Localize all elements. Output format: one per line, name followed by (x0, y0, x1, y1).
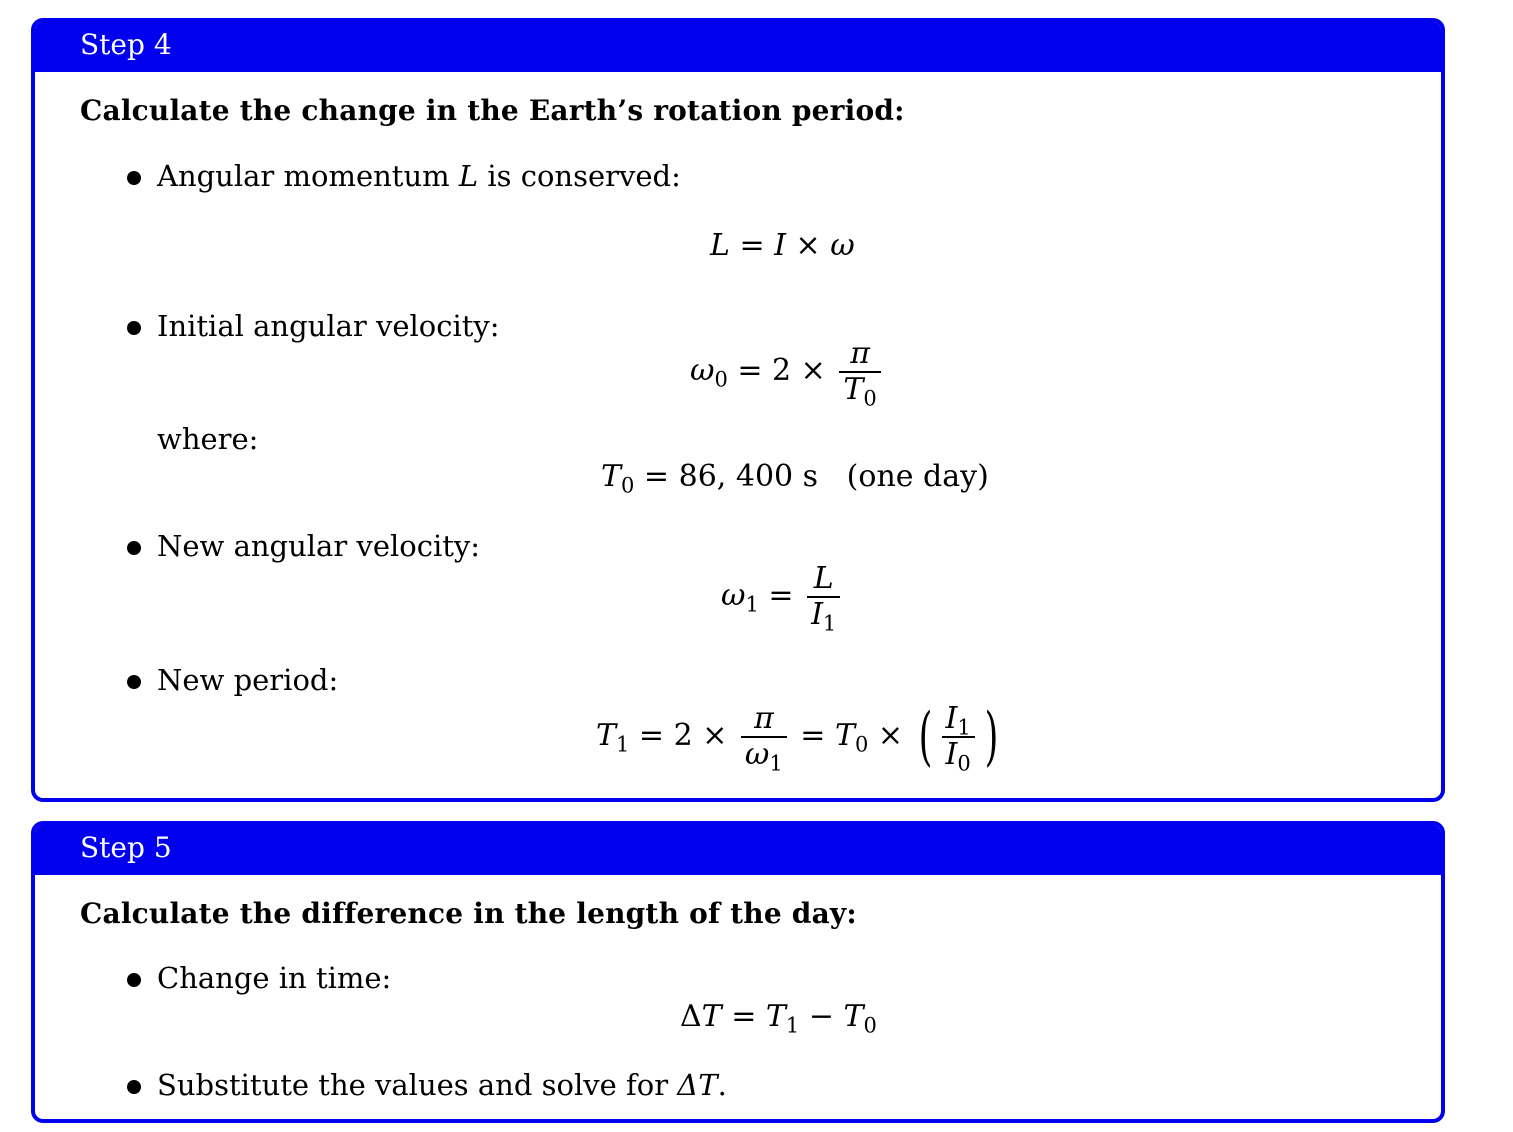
bullet-new-angular-velocity: New angular velocity: (157, 529, 481, 563)
step-4-header (35, 22, 1441, 72)
bullet-angular-momentum: Angular momentum L is conserved: (157, 159, 681, 193)
step-5-heading: Calculate the difference in the length of the day: (80, 897, 857, 930)
step-5-title: Step 5 (80, 831, 172, 864)
bullet-substitute-values: Substitute the values and solve for ΔT. (157, 1068, 727, 1102)
step-5-header (35, 825, 1441, 875)
bullet-dot (127, 321, 141, 335)
step-4-title: Step 4 (80, 28, 172, 61)
bullet-initial-angular-velocity: Initial angular velocity: (157, 309, 500, 343)
where-label: where: (157, 422, 259, 456)
bullet-dot (127, 171, 141, 185)
equation-initial-angular-velocity: $\omega_0 = 2$ × $\frac{\pi}{T_0}$ (690, 337, 885, 407)
equation-angular-momentum: L = I × ω (710, 228, 855, 263)
bullet-dot (127, 675, 141, 689)
step-5-box (31, 821, 1445, 1123)
bullet-dot (127, 1080, 141, 1094)
equation-change-in-time: $\Delta T = T_1 - T_0$ (680, 999, 877, 1038)
equation-one-day: $T_0 = 86$, 400 s (one day) (601, 459, 989, 498)
step-4-heading: Calculate the change in the Earth’s rotation period: (80, 94, 905, 127)
step-4-box (31, 18, 1445, 802)
bullet-change-in-time: Change in time: (157, 961, 392, 995)
bullet-new-period: New period: (157, 663, 339, 697)
equation-new-angular-velocity: $\omega_1$ = $\frac{L}{I_1}$ (721, 562, 844, 632)
bullet-dot (127, 541, 141, 555)
equation-new-period: $T_1 = 2$ × $\frac{\pi}{\omega_1}$ = $T_0$ × ( $\frac{I_1}{I_0}$ ) (596, 700, 999, 776)
bullet-dot (127, 973, 141, 987)
